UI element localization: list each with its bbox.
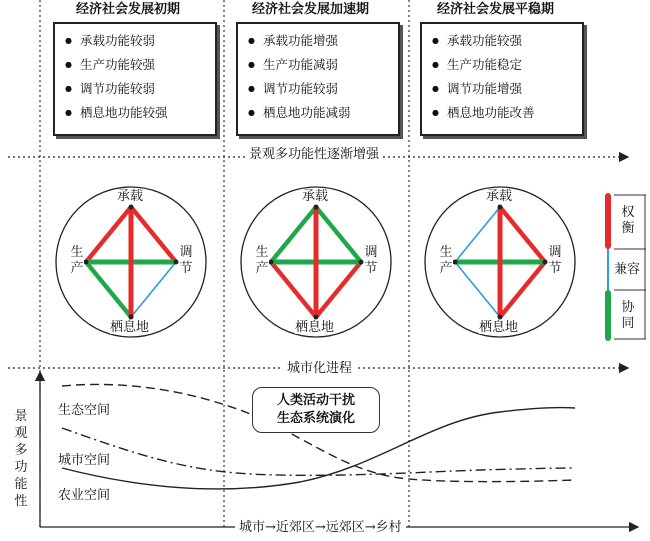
stage-box-1 bbox=[53, 22, 217, 136]
diamond-label-left: 生 产 bbox=[439, 245, 453, 276]
edge-bottom-left bbox=[271, 262, 316, 317]
stage2-item: ● 生产功能减弱 bbox=[248, 54, 388, 78]
diamond-label-left: 生 产 bbox=[255, 245, 269, 276]
stage2-item: ● 调节功能较弱 bbox=[248, 78, 388, 102]
gradient-label: 城市→近郊区→远郊区→乡村 bbox=[235, 520, 406, 535]
edge-top-right bbox=[500, 207, 545, 262]
diamond-label-bottom: 栖息地 bbox=[479, 320, 519, 335]
note-line-1: 人类活动干扰 bbox=[276, 393, 355, 408]
note-box bbox=[252, 387, 380, 433]
stage3-item: ● 栖息地功能改善 bbox=[432, 102, 572, 126]
diamond-label-bottom: 栖息地 bbox=[110, 320, 150, 335]
urban-space-label: 城市空间 bbox=[58, 453, 111, 468]
edge-bottom-left bbox=[455, 262, 500, 317]
stage1-item: ● 承载功能较弱 bbox=[65, 30, 205, 54]
node-dot bbox=[84, 260, 89, 265]
diamond-label-top: 承载 bbox=[117, 189, 144, 204]
stage3-item: ● 承载功能较强 bbox=[432, 30, 572, 54]
node-dot bbox=[359, 260, 364, 265]
diamond-label-top: 承载 bbox=[302, 189, 329, 204]
stage1-item: ● 栖息地功能较强 bbox=[65, 102, 205, 126]
edge-bottom-left bbox=[86, 262, 131, 317]
stage3-item: ● 调节功能增强 bbox=[432, 78, 572, 102]
edge-top-right bbox=[316, 207, 361, 262]
eco-space-label: 生态空间 bbox=[58, 403, 111, 418]
edge-top-left bbox=[271, 207, 316, 262]
stage1-item: ● 生产功能较强 bbox=[65, 54, 205, 78]
node-dot bbox=[453, 260, 458, 265]
diamond-group bbox=[56, 187, 575, 337]
node-dot bbox=[543, 260, 548, 265]
diamond-label-bottom: 栖息地 bbox=[295, 320, 335, 335]
multifunction-label: 景观多功能性逐渐增强 bbox=[245, 146, 383, 163]
legend-tradeoff-label: 权 衡 bbox=[621, 205, 635, 236]
diamond-label-right: 调 节 bbox=[548, 245, 562, 276]
node-dot bbox=[174, 260, 179, 265]
stage-title-3: 经济社会发展平稳期 bbox=[437, 2, 555, 17]
diamond-label-left: 生 产 bbox=[70, 245, 84, 276]
node-dot bbox=[498, 205, 503, 210]
stage2-item: ● 栖息地功能减弱 bbox=[248, 102, 388, 126]
stage-title-2: 经济社会发展加速期 bbox=[252, 2, 370, 17]
diamond-label-right: 调 节 bbox=[364, 245, 378, 276]
diamond-label-right: 调 节 bbox=[179, 245, 193, 276]
diamond-label-top: 承载 bbox=[486, 189, 513, 204]
urban-space-curve bbox=[62, 428, 575, 475]
node-dot bbox=[129, 205, 134, 210]
node-dot bbox=[314, 205, 319, 210]
note-line-2: 生态系统演化 bbox=[276, 411, 355, 426]
agri-space-label: 农业空间 bbox=[58, 488, 111, 503]
stage-box-2 bbox=[236, 22, 400, 136]
edge-top-left bbox=[86, 207, 131, 262]
stage3-item: ● 生产功能稳定 bbox=[432, 54, 572, 78]
legend-synergy-label: 协 同 bbox=[621, 300, 635, 331]
edge-top-left bbox=[455, 207, 500, 262]
stage1-item: ● 调节功能较弱 bbox=[65, 78, 205, 102]
stage-title-1: 经济社会发展初期 bbox=[76, 2, 181, 17]
legend-compatible-label: 兼容 bbox=[614, 262, 641, 277]
stage2-item: ● 承载功能增强 bbox=[248, 30, 388, 54]
edge-bottom-right bbox=[131, 262, 176, 317]
node-dot bbox=[269, 260, 274, 265]
node-dot bbox=[314, 315, 319, 320]
node-dot bbox=[129, 315, 134, 320]
urbanization-label: 城市化进程 bbox=[283, 360, 356, 377]
node-dot bbox=[498, 315, 503, 320]
stage-box-3 bbox=[420, 22, 584, 136]
edge-bottom-right bbox=[500, 262, 545, 317]
edge-top-right bbox=[131, 207, 176, 262]
y-axis-label: 景 观 多 功 能 性 bbox=[14, 409, 28, 509]
edge-bottom-right bbox=[316, 262, 361, 317]
